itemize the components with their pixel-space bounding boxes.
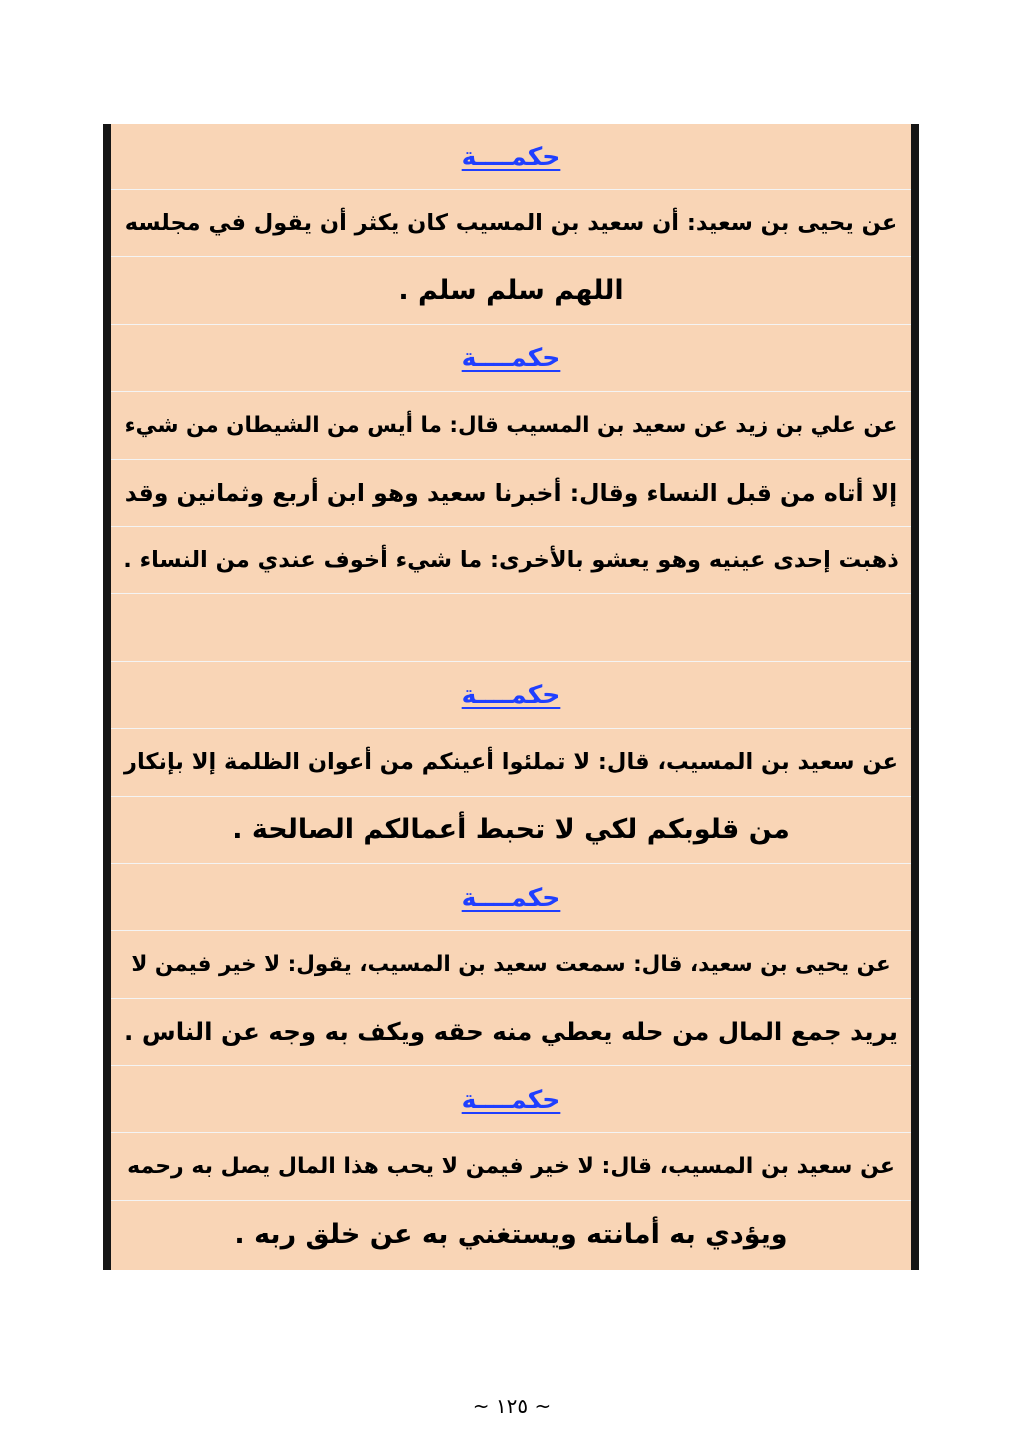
text-line: عن يحيى بن سعيد، قال: سمعت سعيد بن المسيب، يقول: لا خير فيمن لا xyxy=(131,951,891,977)
text-line: عن سعيد بن المسيب، قال: لا خير فيمن لا يحب هذا المال يصل به رحمه xyxy=(127,1154,895,1180)
text-row xyxy=(111,1201,911,1268)
text-line: عن علي بن زيد عن سعيد بن المسيب قال: ما أيس من الشيطان من شيء xyxy=(124,412,898,438)
page-number: ~ ١٢٥ ~ xyxy=(472,1394,552,1418)
heading-row xyxy=(111,124,911,190)
text-line: إلا أتاه من قبل النساء وقال: أخبرنا سعيد وهو ابن أربع وثمانين وقد xyxy=(124,478,898,507)
text-row xyxy=(111,190,911,257)
text-line: عن سعيد بن المسيب، قال: لا تملئوا أعينكم من أعوان الظلمة إلا بإنكار xyxy=(124,749,898,776)
text-row xyxy=(111,460,911,527)
heading-row xyxy=(111,864,911,931)
section-heading[interactable]: حكمــــة xyxy=(461,882,561,912)
text-row xyxy=(111,257,911,324)
text-row xyxy=(111,1133,911,1200)
text-row xyxy=(111,797,911,864)
section-heading[interactable]: حكمــــة xyxy=(461,142,561,171)
section-heading[interactable]: حكمــــة xyxy=(461,680,561,710)
text-line: ويؤدي به أمانته ويستغني به عن خلق ربه . xyxy=(234,1219,788,1251)
content-frame xyxy=(103,124,919,1270)
text-row xyxy=(111,392,911,459)
text-line: اللهم سلم سلم . xyxy=(398,275,624,307)
heading-row xyxy=(111,325,911,392)
blank-row xyxy=(111,594,911,661)
text-line: من قلوبكم لكي لا تحبط أعمالكم الصالحة . xyxy=(232,814,790,846)
section-heading[interactable]: حكمــــة xyxy=(461,343,561,373)
text-line: ذهبت إحدى عينيه وهو يعشو بالأخرى: ما شيء أخوف عندي من النساء . xyxy=(123,547,899,574)
section-heading[interactable]: حكمــــة xyxy=(461,1084,561,1114)
heading-row xyxy=(111,1066,911,1133)
text-row xyxy=(111,527,911,594)
text-row xyxy=(111,729,911,796)
text-line: يريد جمع المال من حله يعطي منه حقه ويكف به وجه عن الناس . xyxy=(124,1017,898,1047)
text-line: عن يحيى بن سعيد: أن سعيد بن المسيب كان يكثر أن يقول في مجلسه xyxy=(124,210,898,237)
heading-row xyxy=(111,662,911,729)
text-row xyxy=(111,999,911,1066)
text-row xyxy=(111,931,911,998)
